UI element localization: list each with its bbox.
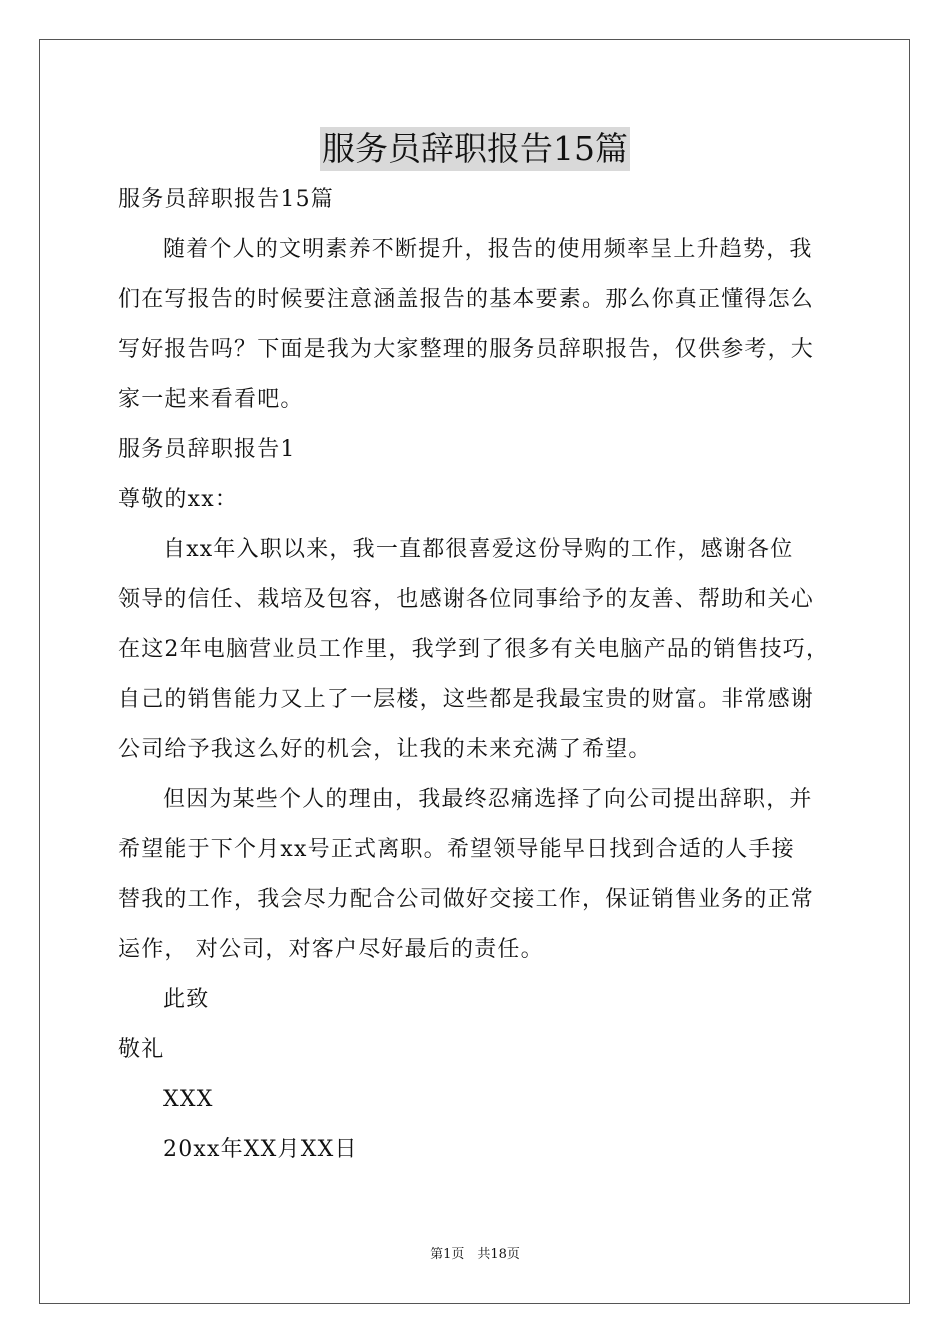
para1-line-5: 公司给予我这么好的机会，让我的未来充满了希望。 [118, 737, 652, 762]
document-title: 服务员辞职报告15篇 [320, 127, 630, 171]
title-container [0, 127, 950, 171]
closing-jing-li: 敬礼 [118, 1037, 165, 1062]
para2-line-3: 替我的工作，我会尽力配合公司做好交接工作，保证销售业务的正常 [118, 887, 815, 912]
para2-line-1: 但因为某些个人的理由，我最终忍痛选择了向公司提出辞职，并 [163, 787, 813, 812]
intro-line-4: 家一起来看看吧。 [118, 387, 304, 412]
section-heading: 服务员辞职报告1 [118, 437, 296, 462]
signature: XXX [163, 1087, 214, 1112]
para1-line-1: 自xx年入职以来，我一直都很喜爱这份导购的工作，感谢各位 [163, 537, 794, 562]
para1-line-2: 领导的信任、栽培及包容，也感谢各位同事给予的友善、帮助和关心 [118, 587, 815, 612]
closing-ci-zhi: 此致 [163, 987, 210, 1012]
salutation: 尊敬的xx： [118, 487, 239, 512]
intro-line-3: 写好报告吗？下面是我为大家整理的服务员辞职报告，仅供参考，大 [118, 337, 815, 362]
intro-line-1: 随着个人的文明素养不断提升，报告的使用频率呈上升趋势，我 [163, 237, 813, 262]
page-footer: 第1页 共18页 [430, 1247, 520, 1262]
para2-line-2: 希望能于下个月xx号正式离职。希望领导能早日找到合适的人手接 [118, 837, 795, 862]
date: 20xx年XX月XX日 [163, 1137, 358, 1162]
para2-line-4: 运作， 对公司，对客户尽好最后的责任。 [118, 937, 544, 962]
intro-line-2: 们在写报告的时候要注意涵盖报告的基本要素。那么你真正懂得怎么 [118, 287, 815, 312]
para1-line-4: 自己的销售能力又上了一层楼，这些都是我最宝贵的财富。非常感谢 [118, 687, 815, 712]
document-subtitle: 服务员辞职报告15篇 [118, 187, 334, 212]
para1-line-3: 在这2年电脑营业员工作里，我学到了很多有关电脑产品的销售技巧， [118, 637, 830, 662]
